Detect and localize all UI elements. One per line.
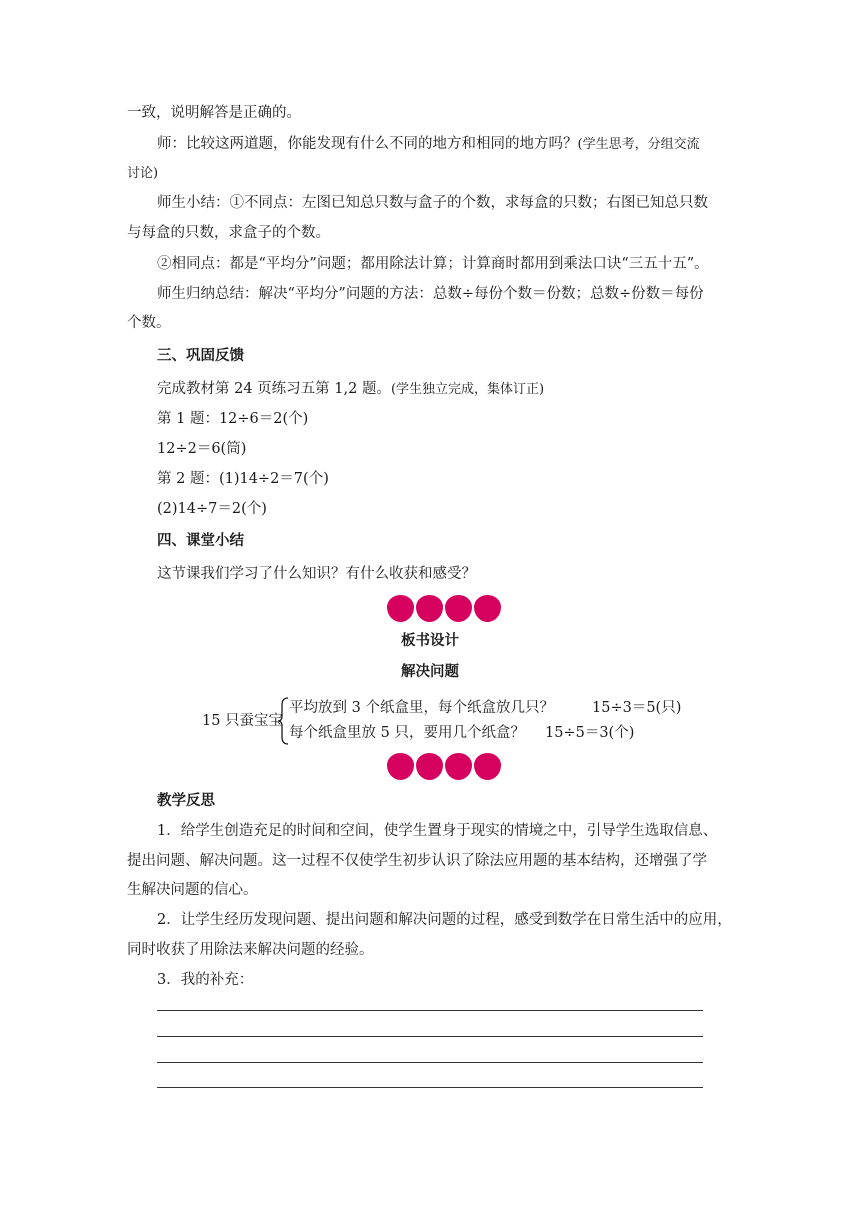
paragraph-line <box>157 134 700 155</box>
task-text: 完成教材第 24 页练习五第 1,2 题。 <box>157 381 391 397</box>
paragraph-line: 讨论) <box>127 166 159 181</box>
heart-icon <box>474 753 501 780</box>
blank-answer-line <box>157 1087 703 1088</box>
task-line <box>157 379 544 400</box>
paragraph-line: 师生归纳总结：解决“平均分”问题的方法：总数÷每份个数＝份数；总数÷份数＝每份 <box>157 286 704 302</box>
section-heading: 三、巩固反馈 <box>157 348 244 364</box>
answer-line: 第 1 题：12÷6＝2(个) <box>157 411 309 427</box>
paragraph-line: 个数。 <box>127 315 171 331</box>
board-calc-2: 15÷5＝3(个) <box>545 725 635 741</box>
reflection-line: 3．我的补充： <box>157 972 254 988</box>
heart-icon <box>416 753 443 780</box>
paragraph-line: ②相同点：都是“平均分”问题；都用除法计算；计算商时都用到乘法口诀“三五十五”。 <box>157 256 709 272</box>
heart-icon <box>445 595 472 622</box>
section-heading: 四、课堂小结 <box>157 533 244 549</box>
answer-line: 第 2 题：(1)14÷2＝7(个) <box>157 471 329 487</box>
heart-divider <box>387 753 502 781</box>
paragraph-text: 师：比较这两道题，你能发现有什么不同的地方和相同的地方吗？ <box>157 136 578 152</box>
answer-line: (2)14÷7＝2(个) <box>157 501 267 517</box>
board-calc-1: 15÷3＝5(只) <box>592 700 682 716</box>
heart-icon <box>474 595 501 622</box>
board-root-label: 15 只蚕宝宝 <box>202 713 284 729</box>
reflection-line: 同时收获了用除法来解决问题的经验。 <box>127 942 374 958</box>
blank-answer-line <box>157 1062 703 1063</box>
heart-icon <box>387 753 414 780</box>
blank-answer-line <box>157 1036 703 1037</box>
paragraph-line: 与每盒的只数，求盒子的个数。 <box>127 225 330 241</box>
heart-icon <box>416 595 443 622</box>
paragraph-line: 一致，说明解答是正确的。 <box>127 105 301 121</box>
brace-icon <box>277 697 289 745</box>
heart-icon <box>445 753 472 780</box>
heart-divider <box>387 595 502 623</box>
board-row-1: 平均放到 3 个纸盒里，每个纸盒放几只？ <box>289 700 554 716</box>
reflection-heading: 教学反思 <box>157 793 215 809</box>
task-note: (学生独立完成，集体订正) <box>390 382 545 397</box>
paragraph-note: (学生思考，分组交流 <box>577 137 700 152</box>
board-subtitle: 解决问题 <box>401 664 459 680</box>
reflection-line: 1．给学生创造充足的时间和空间，使学生置身于现实的情境之中，引导学生选取信息、 <box>157 823 718 839</box>
blank-answer-line <box>157 1010 703 1011</box>
board-row-2: 每个纸盒里放 5 只，要用几个纸盒？ <box>289 725 525 741</box>
reflection-line: 生解决问题的信心。 <box>127 882 258 898</box>
board-title: 板书设计 <box>401 633 459 649</box>
heart-icon <box>387 595 414 622</box>
answer-line: 12÷2＝6(筒) <box>157 441 247 457</box>
reflection-line: 提出问题、解决问题。这一过程不仅使学生初步认识了除法应用题的基本结构，还增强了学 <box>127 853 707 869</box>
paragraph-line: 师生小结：①不同点：左图已知总只数与盒子的个数，求每盒的只数；右图已知总只数 <box>157 195 708 211</box>
summary-line: 这节课我们学习了什么知识？有什么收获和感受？ <box>157 566 476 582</box>
reflection-line: 2．让学生经历发现问题、提出问题和解决问题的过程，感受到数学在日常生活中的应用， <box>157 912 732 928</box>
